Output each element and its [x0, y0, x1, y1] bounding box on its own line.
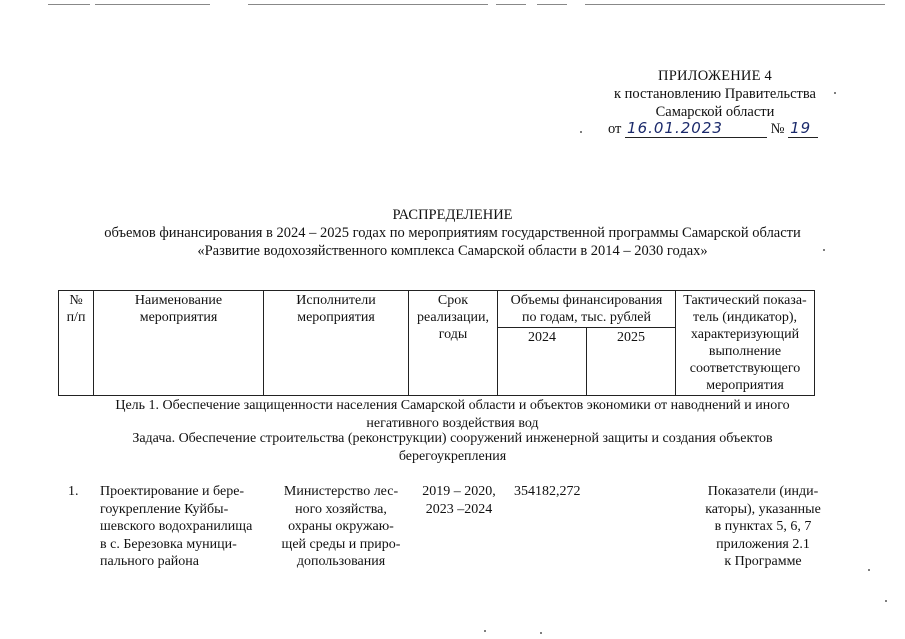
col-term-header: Срок реализации, годы — [409, 291, 498, 396]
scan-speck — [484, 630, 486, 632]
appendix-title: ПРИЛОЖЕНИЕ 4 — [658, 68, 772, 84]
row-term: 2019 – 2020, 2023 –2024 — [422, 484, 496, 517]
appendix-line-3: Самарской области — [655, 104, 775, 120]
scan-speck — [885, 600, 887, 602]
number-handwritten: 19 — [790, 119, 812, 137]
table-header — [58, 290, 815, 396]
appendix-line-2: к постановлению Правительства — [614, 86, 816, 102]
goal-line-1: Цель 1. Обеспечение защищенности населения Самарской области и объектов экономики от наводнений и иного — [115, 398, 790, 413]
row-executor: Министерство лес- ного хозяйства, охраны окружаю- щей среды и приро- допользования — [281, 484, 401, 569]
scan-speck — [868, 569, 870, 571]
col-executor-header: Исполнители мероприятия — [264, 291, 409, 396]
col-no-header: № п/п — [59, 291, 94, 396]
appendix-block — [590, 67, 840, 121]
number-field — [788, 120, 818, 138]
col-name-header: Наименование мероприятия — [94, 291, 264, 396]
scan-speck — [540, 632, 542, 634]
col-indicator-header: Тактический показа- тель (индикатор), характеризующий выполнение соответствующего мероприятия — [676, 291, 815, 396]
scan-edge-marks — [0, 0, 905, 8]
row-amount-2024: 354182,272 — [514, 484, 581, 499]
document-title: РАСПРЕДЕЛЕНИЕ — [392, 207, 513, 223]
date-handwritten: 16.01.2023 — [627, 119, 723, 137]
document-subtitle-1: объемов финансирования в 2024 – 2025 годах по мероприятиям государственной программы Самарской области — [104, 225, 801, 241]
goal-line-2: негативного воздействия вод — [366, 416, 539, 431]
scan-speck — [834, 92, 836, 94]
document-subtitle-2: «Развитие водохозяйственного комплекса Самарской области в 2014 – 2030 годах» — [197, 243, 708, 259]
row-indicator: Показатели (инди- каторы), указанные в пунктах 5, 6, 7 приложения 2.1 к Программе — [705, 484, 821, 569]
col-2024-header: 2024 — [498, 328, 587, 396]
row-activity-name: Проектирование и бере- гоукрепление Куйбы- шевского водохранилища в с. Березовка муници- пального района — [100, 484, 253, 569]
task-line-2: берегоукрепления — [398, 449, 507, 464]
date-field — [625, 120, 767, 138]
col-2025-header: 2025 — [587, 328, 676, 396]
row-number: 1. — [68, 484, 79, 499]
task-line-1: Задача. Обеспечение строительства (реконструкции) сооружений инженерной защиты и создания объектов — [132, 431, 773, 446]
decree-date-line — [608, 120, 818, 138]
col-volume-header: Объемы финансирования по годам, тыс. рублей — [498, 291, 676, 328]
scan-speck — [580, 131, 582, 133]
number-prefix: № — [770, 121, 785, 137]
scan-speck — [823, 249, 825, 251]
date-prefix: от — [608, 121, 622, 137]
